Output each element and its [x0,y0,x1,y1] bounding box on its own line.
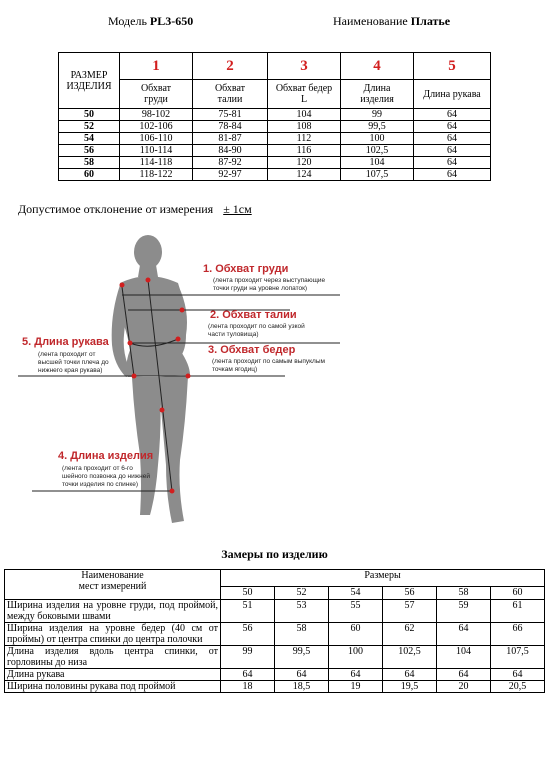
measurement-row [5,646,545,669]
size-value-cell: 118-122 [120,169,193,181]
measure-header: Обхват бедер L [268,80,341,109]
size-value-cell: 107,5 [341,169,414,181]
sizes-header: Размеры [221,570,545,587]
measurement-value: 64 [383,669,437,681]
measurement-row [5,669,545,681]
size-value-cell: 110-114 [120,145,193,157]
measurement-value: 51 [221,600,275,623]
svg-text:высшей точки плеча до: высшей точки плеча до [38,359,109,366]
measurement-value: 100 [329,646,383,669]
size-value-cell: 106-110 [120,133,193,145]
size-corner-header: РАЗМЕР ИЗДЕЛИЯ [59,53,120,109]
svg-text:4. Длина изделия: 4. Длина изделия [58,450,154,462]
size-cell: 50 [59,109,120,121]
size-value-cell: 64 [414,157,491,169]
measurement-name: Ширина изделия на уровне бедер (40 см от проймы) от центра спинки до центра полочки [5,623,221,646]
tolerance-value: ± 1см [223,202,252,216]
size-value-cell: 92-97 [193,169,268,181]
size-row [59,121,491,133]
size-cell: 60 [59,169,120,181]
size-value-cell: 64 [414,169,491,181]
measurement-row [5,681,545,693]
size-value-cell: 104 [268,109,341,121]
garment-measurements-table [4,569,545,693]
size-value-cell: 112 [268,133,341,145]
measurement-name: Длина изделия вдоль центра спинки, от горловины до низа [5,646,221,669]
svg-text:нижнего края рукава): нижнего края рукава) [38,367,103,374]
size-row [59,169,491,181]
label-sleeve-length [22,336,110,374]
svg-text:точки изделия по спинке): точки изделия по спинке) [62,481,139,488]
size-value-cell: 75-81 [193,109,268,121]
product-name-header: Наименование Платье [333,14,451,28]
svg-text:(лента проходит от: (лента проходит от [38,351,96,358]
size-value-cell: 99 [341,109,414,121]
measurement-value: 59 [437,600,491,623]
size-chart-table [58,52,491,181]
size-cell: 54 [59,133,120,145]
measurement-value: 66 [491,623,545,646]
measurement-row [5,600,545,623]
measure-name-header: Наименование мест измерений [5,570,221,600]
size-row [59,157,491,169]
measurement-value: 60 [329,623,383,646]
measurement-value: 64 [437,669,491,681]
size-column-header: 50 [221,587,275,600]
size-value-cell: 114-118 [120,157,193,169]
measure-header: Обхват груди [120,80,193,109]
measurement-value: 107,5 [491,646,545,669]
measurement-value: 58 [275,623,329,646]
size-column-header: 54 [329,587,383,600]
size-value-cell: 64 [414,145,491,157]
svg-text:точки груди на уровне лопаток): точки груди на уровне лопаток) [213,285,308,292]
size-value-cell: 99,5 [341,121,414,133]
svg-text:5. Длина рукава: 5. Длина рукава [22,336,109,348]
size-cell: 52 [59,121,120,133]
size-row [59,145,491,157]
size-value-cell: 78-84 [193,121,268,133]
size-value-cell: 116 [268,145,341,157]
svg-text:шейного позвонка до нижней: шейного позвонка до нижней [62,473,150,480]
size-value-cell: 64 [414,109,491,121]
measurement-name: Ширина изделия на уровне груди, под проймой, между боковыми швами [5,600,221,623]
measurement-value: 99 [221,646,275,669]
size-value-cell: 98-102 [120,109,193,121]
svg-text:3. Обхват бедер: 3. Обхват бедер [208,344,296,356]
size-cell: 58 [59,157,120,169]
size-value-cell: 100 [341,133,414,145]
svg-text:точкам ягодиц): точкам ягодиц) [212,366,258,373]
size-value-cell: 124 [268,169,341,181]
measurement-value: 61 [491,600,545,623]
svg-text:2. Обхват талии: 2. Обхват талии [210,309,297,321]
size-value-cell: 81-87 [193,133,268,145]
svg-text:(лента проходит по самой узкой: (лента проходит по самой узкой [208,323,305,330]
svg-text:1. Обхват груди: 1. Обхват груди [203,263,289,275]
label-waist [208,309,305,338]
measurement-value: 99,5 [275,646,329,669]
measurement-figure [0,225,549,530]
measurement-row [5,623,545,646]
measurement-value: 64 [491,669,545,681]
measurement-value: 20,5 [491,681,545,693]
measurement-value: 62 [383,623,437,646]
model-header: Модель PL3-650 [108,14,194,28]
measurements-title: Замеры по изделию [221,547,328,561]
size-row [59,133,491,145]
measure-number: 4 [341,53,414,80]
measure-header: Длина изделия [341,80,414,109]
measurement-value: 20 [437,681,491,693]
size-value-cell: 64 [414,121,491,133]
size-cell: 56 [59,145,120,157]
measurement-value: 64 [329,669,383,681]
label-hips [208,344,326,373]
label-garment-length [58,450,153,488]
measurement-value: 64 [275,669,329,681]
measurement-value: 57 [383,600,437,623]
product-name: Платье [410,14,451,28]
label-chest [203,263,326,292]
size-value-cell: 84-90 [193,145,268,157]
svg-text:(лента проходит по самым выпук: (лента проходит по самым выпуклым [212,358,325,365]
measurement-value: 19 [329,681,383,693]
measurement-name: Ширина половины рукава под проймой [5,681,221,693]
measurement-value: 19,5 [383,681,437,693]
svg-text:(лента проходит через выступаю: (лента проходит через выступающие [213,277,326,284]
tolerance-note: Допустимое отклонение от измерения ± 1см [18,202,252,216]
size-value-cell: 120 [268,157,341,169]
measurement-value: 64 [221,669,275,681]
measurement-value: 56 [221,623,275,646]
size-column-header: 56 [383,587,437,600]
measurement-value: 102,5 [383,646,437,669]
measure-number: 2 [193,53,268,80]
measure-header: Обхват талии [193,80,268,109]
measurement-value: 104 [437,646,491,669]
measurement-value: 18 [221,681,275,693]
measurement-name: Длина рукава [5,669,221,681]
measure-header: Длина рукава [414,80,491,109]
size-column-header: 58 [437,587,491,600]
size-value-cell: 87-92 [193,157,268,169]
measurement-value: 55 [329,600,383,623]
measurement-value: 53 [275,600,329,623]
size-column-header: 52 [275,587,329,600]
size-value-cell: 102,5 [341,145,414,157]
svg-text:части туловища): части туловища) [208,331,259,338]
size-row [59,109,491,121]
size-value-cell: 102-106 [120,121,193,133]
size-value-cell: 64 [414,133,491,145]
measurement-value: 18,5 [275,681,329,693]
size-column-header: 60 [491,587,545,600]
measurement-value: 64 [437,623,491,646]
size-value-cell: 108 [268,121,341,133]
measure-number: 1 [120,53,193,80]
measure-number: 3 [268,53,341,80]
svg-text:(лента проходит от 6-го: (лента проходит от 6-го [62,465,133,472]
measure-number: 5 [414,53,491,80]
model-code: PL3-650 [149,14,194,28]
size-value-cell: 104 [341,157,414,169]
